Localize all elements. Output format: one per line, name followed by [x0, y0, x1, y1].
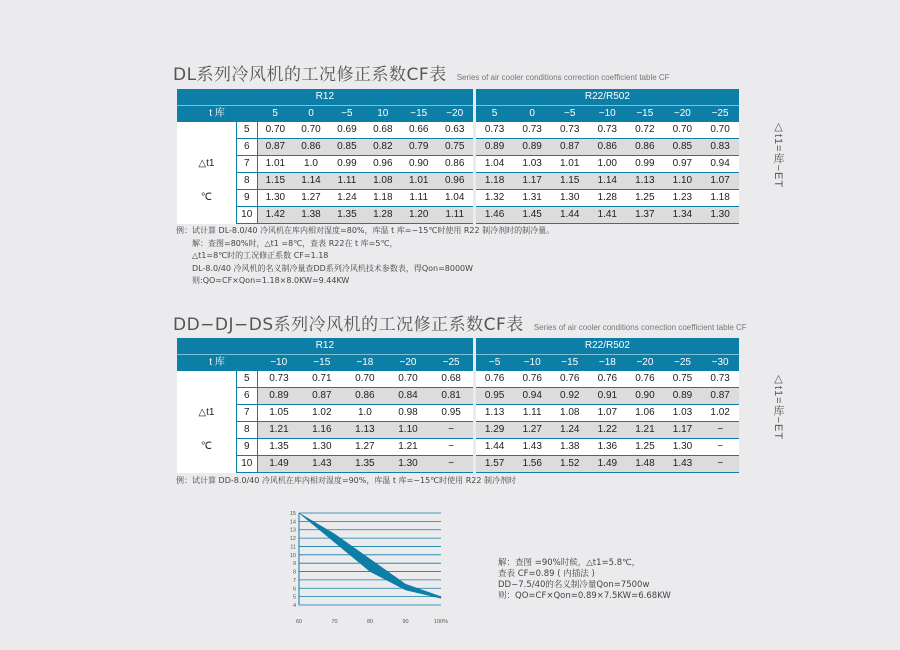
- section1-title-row: [173, 60, 670, 85]
- r12-temp-header: −10: [257, 355, 300, 372]
- r22-header: R22/R502: [476, 338, 739, 355]
- cf-value: 0.68: [430, 371, 473, 388]
- cf-value: 1.04: [476, 156, 514, 173]
- cf-value: 1.30: [386, 456, 429, 473]
- section1-note-line: DL-8.0/40 冷风机的名义制冷量查DD系列冷风机技术参数表，得Qon=8000W: [192, 263, 474, 273]
- dt-value: 9: [236, 439, 257, 456]
- x-tick-label: 80: [366, 619, 374, 625]
- cf-value: 0.92: [551, 388, 589, 405]
- section1-note-line: 解：查图=80%时，△t1 =8℃，查表 R22在 t 库=5℃，: [192, 238, 398, 248]
- cf-value: 1.04: [437, 190, 473, 207]
- y-tick-label: 10: [289, 552, 296, 559]
- cf-value: 0.79: [401, 139, 437, 156]
- dt-value: 9: [236, 190, 257, 207]
- dt-value: 8: [236, 173, 257, 190]
- y-tick-label: 7: [292, 577, 296, 584]
- solution-line: 解：查图 =90%时候，△t1=5.8℃，: [498, 558, 641, 568]
- cf-value: 1.48: [626, 456, 664, 473]
- cf-value: 1.13: [476, 405, 514, 422]
- cf-value: 1.37: [626, 207, 664, 224]
- cf-value: 0.91: [589, 388, 627, 405]
- cf-value: 0.75: [664, 371, 702, 388]
- cf-value: 1.44: [476, 439, 514, 456]
- unit-label: ℃: [200, 440, 213, 452]
- cf-value: 1.03: [513, 156, 551, 173]
- solution-line: 查表 CF=0.89 ( 内插法 ): [498, 569, 595, 579]
- section1-title: DL系列冷风机的工况修正系数CF表: [173, 65, 447, 85]
- cf-value: 0.87: [551, 139, 589, 156]
- cf-value: 1.43: [300, 456, 343, 473]
- r22-temp-header: −18: [589, 355, 627, 372]
- y-tick-label: 4: [292, 603, 296, 609]
- table-row: [177, 139, 739, 156]
- table-row: [177, 156, 739, 173]
- dt-label: △t1: [198, 157, 215, 169]
- r22-temp-header: −10: [588, 106, 626, 123]
- dt-value: 5: [236, 371, 257, 388]
- r22-temp-header: −10: [513, 355, 551, 372]
- cf-value: 0.96: [365, 156, 401, 173]
- cf-value: 0.98: [386, 405, 429, 422]
- cf-value: 0.81: [430, 388, 473, 405]
- cf-value: 0.73: [701, 371, 739, 388]
- cf-value: 0.90: [401, 156, 437, 173]
- cf-value: 0.70: [257, 122, 293, 139]
- cf-value: 1.45: [513, 207, 551, 224]
- r22-temp-header: −30: [701, 355, 739, 372]
- dt-value: 6: [236, 139, 257, 156]
- cf-value: 0.63: [437, 122, 473, 139]
- section2-cf-table: [177, 338, 739, 473]
- cf-value: 0.86: [588, 139, 626, 156]
- cf-value: 1.46: [476, 207, 514, 224]
- cf-value: 1.11: [401, 190, 437, 207]
- cf-value: 1.14: [293, 173, 329, 190]
- cf-value: 1.05: [257, 405, 300, 422]
- cf-value: 0.89: [513, 139, 551, 156]
- cf-value: −: [430, 456, 473, 473]
- cf-value: 1.56: [513, 456, 551, 473]
- cf-value: 0.70: [386, 371, 429, 388]
- cf-value: 0.99: [626, 156, 664, 173]
- cf-value: 0.86: [626, 139, 664, 156]
- cf-value: 1.21: [257, 422, 300, 439]
- cf-value: 1.22: [589, 422, 627, 439]
- cf-value: 1.02: [701, 405, 739, 422]
- cf-value: 1.10: [664, 173, 702, 190]
- cf-value: 0.76: [589, 371, 627, 388]
- cf-value: 0.82: [365, 139, 401, 156]
- cf-value: 1.34: [664, 207, 702, 224]
- section2-title: DD−DJ−DS系列冷风机的工况修正系数CF表: [173, 315, 524, 335]
- r12-temp-header: 10: [365, 106, 401, 123]
- cf-value: 0.73: [551, 122, 589, 139]
- cf-value: 1.18: [365, 190, 401, 207]
- cf-value: 0.73: [588, 122, 626, 139]
- cf-value: 1.42: [257, 207, 293, 224]
- cf-value: 0.85: [329, 139, 365, 156]
- r12-temp-header: −20: [386, 355, 429, 372]
- table-row: [177, 422, 739, 439]
- section1-note-line: 则:QO=CF×Qon=1.18×8.0KW=9.44KW: [192, 276, 350, 286]
- cf-value: 1.03: [664, 405, 702, 422]
- cf-value: 0.95: [476, 388, 514, 405]
- cf-value: 1.07: [701, 173, 739, 190]
- cf-value: 1.18: [476, 173, 514, 190]
- cf-value: 1.13: [626, 173, 664, 190]
- y-tick-label: 6: [292, 586, 296, 593]
- cf-value: 1.02: [300, 405, 343, 422]
- cf-value: 1.44: [551, 207, 589, 224]
- cf-value: 0.86: [293, 139, 329, 156]
- cf-value: 1.24: [551, 422, 589, 439]
- cf-value: 0.87: [300, 388, 343, 405]
- dt-value: 5: [236, 122, 257, 139]
- cf-value: 0.69: [329, 122, 365, 139]
- y-tick-label: 15: [289, 511, 296, 517]
- r22-temp-header: −5: [476, 355, 514, 372]
- cf-value: 1.43: [513, 439, 551, 456]
- cf-value: 1.14: [588, 173, 626, 190]
- cf-value: 1.35: [329, 207, 365, 224]
- cf-value: 1.24: [329, 190, 365, 207]
- table-row: [177, 122, 739, 139]
- cf-value: 0.86: [343, 388, 386, 405]
- cf-value: 1.57: [476, 456, 514, 473]
- cf-value: −: [701, 422, 739, 439]
- table-row: [177, 173, 739, 190]
- y-tick-label: 5: [292, 594, 296, 601]
- cf-value: 1.49: [257, 456, 300, 473]
- y-tick-label: 11: [290, 544, 296, 551]
- cf-value: 1.52: [551, 456, 589, 473]
- r22-temp-header: −15: [551, 355, 589, 372]
- cf-value: 1.11: [513, 405, 551, 422]
- cf-value: 0.83: [701, 139, 739, 156]
- dt-label-cell: [177, 122, 236, 224]
- cf-value: 1.0: [293, 156, 329, 173]
- cf-value: 0.73: [476, 122, 514, 139]
- r12-temp-header: 5: [257, 106, 293, 123]
- cf-value: 1.21: [386, 439, 429, 456]
- table-row: [177, 190, 739, 207]
- cf-value: 1.17: [664, 422, 702, 439]
- cf-value: 0.73: [513, 122, 551, 139]
- cf-value: 0.90: [626, 388, 664, 405]
- cf-value: 0.95: [430, 405, 473, 422]
- dt-value: 7: [236, 405, 257, 422]
- cf-value: 1.41: [588, 207, 626, 224]
- cf-value: 1.49: [589, 456, 627, 473]
- cf-value: 0.94: [701, 156, 739, 173]
- tku-header: t 库: [177, 106, 257, 123]
- r22-temp-header: −25: [664, 355, 702, 372]
- curve-band: [299, 513, 441, 598]
- cf-value: 1.29: [476, 422, 514, 439]
- cf-value: 0.76: [476, 371, 514, 388]
- cf-value: 1.01: [257, 156, 293, 173]
- cf-value: 1.36: [589, 439, 627, 456]
- cf-value: 1.28: [365, 207, 401, 224]
- r12-temp-header: −15: [401, 106, 437, 123]
- cf-value: −: [701, 456, 739, 473]
- section1-note-line: △t1=8℃时的工况修正系数 CF=1.18: [192, 251, 329, 261]
- x-tick-label: 60: [295, 619, 303, 625]
- x-tick-label: 90: [402, 619, 409, 625]
- cf-value: 1.23: [664, 190, 702, 207]
- cf-value: 1.35: [343, 456, 386, 473]
- table-row: [177, 439, 739, 456]
- x-tick-label: 70: [331, 619, 338, 625]
- table-row: [177, 207, 739, 224]
- cf-value: 0.96: [437, 173, 473, 190]
- y-tick-label: 8: [292, 569, 296, 576]
- cf-value: 1.32: [476, 190, 514, 207]
- dt-value: 10: [236, 207, 257, 224]
- cf-value: 0.89: [664, 388, 702, 405]
- dt-value: 8: [236, 422, 257, 439]
- solution-line: 则：QO=CF×Qon=0.89×7.5KW=6.68KW: [498, 591, 671, 601]
- cf-value: 0.72: [626, 122, 664, 139]
- cf-value: 1.30: [257, 190, 293, 207]
- cf-value: 0.68: [365, 122, 401, 139]
- r12-temp-header: −5: [329, 106, 365, 123]
- cf-value: 1.27: [513, 422, 551, 439]
- dt-value: 6: [236, 388, 257, 405]
- cf-value: 1.01: [401, 173, 437, 190]
- cf-value: 1.13: [343, 422, 386, 439]
- r12-header: R12: [177, 338, 473, 355]
- cf-value: 1.11: [329, 173, 365, 190]
- cf-value: 0.71: [300, 371, 343, 388]
- r12-temp-header: −20: [437, 106, 473, 123]
- r22-temp-header: −25: [701, 106, 739, 123]
- cf-value: 1.43: [664, 456, 702, 473]
- cf-value: 0.97: [664, 156, 702, 173]
- cf-value: −: [430, 422, 473, 439]
- cf-value: 1.17: [513, 173, 551, 190]
- cf-value: 0.70: [664, 122, 702, 139]
- dt-label-cell: [177, 371, 236, 473]
- cf-value: 0.89: [476, 139, 514, 156]
- section2-title-row: [173, 310, 747, 335]
- dt-label: △t1: [198, 406, 215, 418]
- table-row: [177, 371, 739, 388]
- cf-value: 0.87: [701, 388, 739, 405]
- cf-value: 1.27: [293, 190, 329, 207]
- x-tick-label: 100%: [433, 619, 449, 625]
- table-row: [177, 456, 739, 473]
- cf-value: 1.35: [257, 439, 300, 456]
- cf-value: 0.76: [513, 371, 551, 388]
- table-row: [177, 405, 739, 422]
- r22-temp-header: −20: [626, 355, 664, 372]
- humidity-chart: [283, 505, 453, 630]
- cf-value: 1.30: [701, 207, 739, 224]
- r12-temp-header: −25: [430, 355, 473, 372]
- cf-value: 0.70: [293, 122, 329, 139]
- y-tick-label: 12: [289, 536, 296, 543]
- r22-temp-header: 0: [513, 106, 551, 123]
- dt-value: 7: [236, 156, 257, 173]
- cf-value: 0.76: [626, 371, 664, 388]
- cf-value: 1.10: [386, 422, 429, 439]
- cf-value: 1.27: [343, 439, 386, 456]
- cf-value: 1.20: [401, 207, 437, 224]
- section1-notes: [176, 225, 554, 288]
- cf-value: 1.28: [588, 190, 626, 207]
- cf-value: −: [701, 439, 739, 456]
- cf-value: 1.15: [257, 173, 293, 190]
- cf-value: 1.16: [300, 422, 343, 439]
- r12-header: R12: [177, 89, 473, 106]
- cf-value: 1.07: [589, 405, 627, 422]
- section2-note: [176, 475, 516, 488]
- r22-header: R22/R502: [476, 89, 739, 106]
- solution-line: DD−7.5/40的名义制冷量Qon=7500w: [498, 580, 650, 590]
- section1-cf-table: [177, 89, 739, 224]
- cf-value: 1.25: [626, 439, 664, 456]
- section1-note-line: 例：试计算 DL-8.0/40 冷风机在库内相对湿度=80%，库温 t 库=−15℃时使用 R22 制冷剂时的制冷量。: [176, 226, 555, 235]
- table-row: [177, 388, 739, 405]
- dt-value: 10: [236, 456, 257, 473]
- cf-value: 0.85: [664, 139, 702, 156]
- cf-value: 0.66: [401, 122, 437, 139]
- cf-value: 1.30: [300, 439, 343, 456]
- section2-note-line: 例：试计算 DD-8.0/40 冷风机在库内相对湿度=90%，库温 t 库=−15℃时使用 R22 制冷剂时: [176, 476, 516, 485]
- cf-value: 0.76: [551, 371, 589, 388]
- cf-value: 1.00: [588, 156, 626, 173]
- cf-value: 1.08: [551, 405, 589, 422]
- cf-value: 0.73: [257, 371, 300, 388]
- unit-label: ℃: [200, 191, 213, 203]
- cf-value: 1.31: [513, 190, 551, 207]
- y-tick-label: 9: [292, 561, 296, 568]
- cf-value: 1.30: [551, 190, 589, 207]
- cf-value: 0.75: [437, 139, 473, 156]
- cf-value: 0.70: [343, 371, 386, 388]
- y-tick-label: 14: [289, 519, 296, 526]
- r12-temp-header: 0: [293, 106, 329, 123]
- r12-temp-header: −15: [300, 355, 343, 372]
- section1-subtitle: Series of air cooler conditions correction coefficient table CF: [456, 73, 670, 82]
- cf-value: 0.94: [513, 388, 551, 405]
- section2-subtitle: Series of air cooler conditions correction coefficient table CF: [533, 323, 747, 332]
- cf-value: 0.99: [329, 156, 365, 173]
- solution-notes: [498, 558, 671, 602]
- cf-value: 1.25: [626, 190, 664, 207]
- cf-value: 1.01: [551, 156, 589, 173]
- cf-value: 1.06: [626, 405, 664, 422]
- r22-temp-header: −5: [551, 106, 589, 123]
- cf-value: 0.86: [437, 156, 473, 173]
- tku-header: t 库: [177, 355, 257, 372]
- cf-value: 1.21: [626, 422, 664, 439]
- cf-value: 0.87: [257, 139, 293, 156]
- cf-value: 0.89: [257, 388, 300, 405]
- section2-side-label: △t1=库−ET: [772, 372, 784, 441]
- cf-value: −: [430, 439, 473, 456]
- cf-value: 1.08: [365, 173, 401, 190]
- cf-value: 0.84: [386, 388, 429, 405]
- cf-value: 1.38: [293, 207, 329, 224]
- r12-temp-header: −18: [343, 355, 386, 372]
- r22-temp-header: −15: [626, 106, 664, 123]
- r22-temp-header: 5: [476, 106, 514, 123]
- cf-value: 1.0: [343, 405, 386, 422]
- r22-temp-header: −20: [664, 106, 702, 123]
- cf-value: 1.18: [701, 190, 739, 207]
- cf-value: 1.11: [437, 207, 473, 224]
- cf-value: 1.15: [551, 173, 589, 190]
- cf-value: 0.70: [701, 122, 739, 139]
- section1-side-label: △t1=库−ET: [772, 120, 784, 189]
- cf-value: 1.30: [664, 439, 702, 456]
- cf-value: 1.38: [551, 439, 589, 456]
- y-tick-label: 13: [289, 527, 296, 534]
